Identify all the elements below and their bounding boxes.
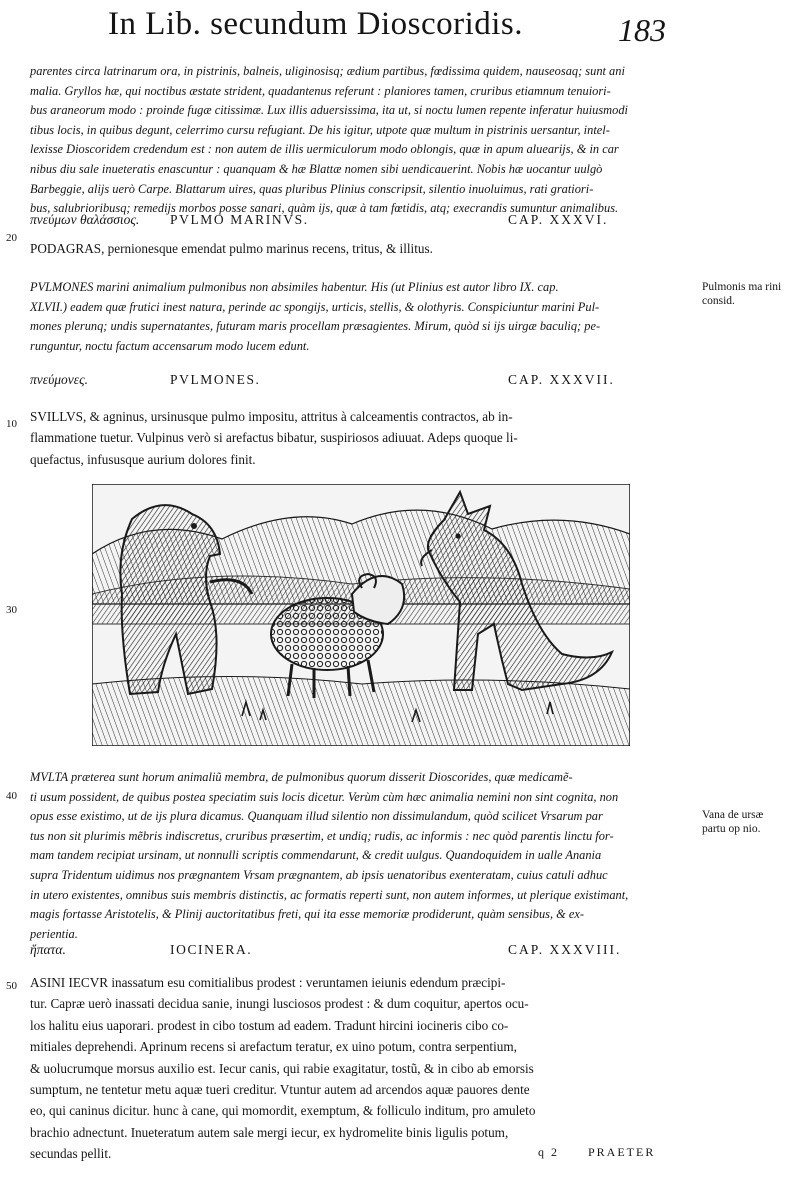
text-line: mitiales deprehendi. Aprinum recens si arefactum teratur, ex uino potum, contra serpentium, — [30, 1039, 517, 1055]
text-line: XLVII.) eadem quæ frutici inest natura, perinde ac spongijs, urticis, stellis, & olothyris. Conspiciuntur marini Pul- — [30, 299, 600, 314]
greek-title: πνεύμων θαλάσσιος. — [30, 212, 140, 227]
text-line: sumptum, ne tentetur metu aquæ tueri creditur. Vtuntur autem ad arcendos aquæ pauores dente — [30, 1082, 530, 1098]
text-line: perientia. — [30, 926, 78, 941]
greek-title: ἥπατα. — [30, 942, 66, 957]
text-line: malia. Gryllos hæ, qui noctibus æstate strident, quadantenus referunt : planiores tamen, cruribus etiamnum tenuiori- — [30, 83, 611, 98]
chapter-number: CAP. XXXVIII. — [508, 942, 622, 957]
dioscorides-text — [30, 972, 695, 1165]
line-number: 30 — [6, 604, 17, 616]
text-line: ASINI IECVR inassatum esu comitialibus prodest : veruntamen ieiunis edendum præcipi- — [30, 975, 506, 990]
line-number: 20 — [6, 232, 17, 244]
text-line: mam tandem recipiat ursinam, ut nonnulli scriptis commendarunt, & credit uulgus. Quandoquidem in ualle Anania — [30, 848, 602, 863]
latin-title: PVLMO MARINVS. — [170, 212, 309, 227]
text-line: & uolucrumque morsus auxilio est. Iecur canis, qui rabie exagitatur, tostũ, & in cibo ab emorsis — [30, 1060, 534, 1076]
text-line: MVLTA præterea sunt horum animaliũ membra, de pulmonibus quorum disserit Dioscorides, quæ medicamẽ- — [30, 770, 573, 784]
greek-title: πνεύμονες. — [30, 372, 88, 387]
chapter-number: CAP. XXXVI. — [508, 212, 609, 227]
margin-note: Pulmonis ma rini consid. — [702, 281, 782, 307]
text-line: magis fortasse Aristotelis, & Plinij auctoritatibus freti, qui ita esse memoriæ prodiderunt, quàm sensibus, & ex- — [30, 907, 585, 922]
text-line: bus, salubrioribusq; remedijs morbos posse sanari, quàm ijs, quæ à tam fœtidis, atq; execrandis sumuntur animalibus. — [30, 201, 619, 216]
text-line: quefactus, infususque aurium dolores finit. — [30, 451, 256, 467]
text-line: mones plerunq; undis supernatantes, futuram maris procellam præsagientes. Mirum, quòd si ijs uirgæ baculiq; pe- — [30, 319, 601, 334]
text-line: parentes circa latrinarum ora, in pistrinis, balneis, uliginosisq; ædium partibus, fœdissima quidem, nauseosaq; sunt ani — [30, 64, 625, 78]
catchword: PRAETER — [588, 1145, 656, 1159]
line-number: 50 — [6, 980, 17, 992]
text-line: PODAGRAS, pernionesque emendat pulmo marinus recens, tritus, & illitus. — [30, 241, 433, 256]
text-line: secundas pellit. — [30, 1146, 112, 1162]
latin-title: IOCINERA. — [170, 942, 253, 957]
commentary — [30, 278, 695, 356]
chapter-heading — [30, 942, 695, 964]
text-line: brachio adnectunt. Inueteratum autem sale mergi iecur, ex hydromelite binis ligulis potum, — [30, 1124, 509, 1140]
text-line: eo, qui caninus dicitur. hunc à cane, qui momordit, exemptum, & folliculo inditum, pro amuleto — [30, 1103, 536, 1119]
text-line: tur. Capræ uerò inassati decidua sanie, inungi lusciosos prodest : & dum coquitur, apertos ocu- — [30, 996, 529, 1012]
text-line: opus esse existimo, ut de ijs plura dicamus. Quanquam illud silentio non dissimulandum, quòd scilicet Vrsarum par — [30, 809, 603, 824]
woodcut-illustration — [92, 484, 630, 746]
text-line: tibus locis, in quibus degunt, celerrimo cursu refugiant. De his igitur, utpote quæ multum in pistrinis uersantur, intel- — [30, 122, 610, 137]
text-line: in utero existentes, omnibus suis membris distinctis, ac formatis reperti sunt, non autem informes, ut plerique existimant, — [30, 887, 629, 902]
text-line: runguntur, noctu factum accensarum modo lucem edunt. — [30, 338, 310, 353]
line-number: 10 — [6, 418, 17, 430]
woodcut-svg — [92, 484, 630, 746]
text-line: nibus diu sale inueteratis enascuntur : quanquam & hæ Blattæ nomen sibi uendicauerint. Nobis hæ uocantur uulgò — [30, 161, 603, 176]
chapter-heading — [30, 372, 695, 394]
text-line: SVILLVS, & agninus, ursinusque pulmo impositu, attritus à calceamentis contractos, ab in- — [30, 409, 513, 424]
text-line: los halitu eius uaporari. prodest in cibo tostum ad eadem. Tradunt hircini iocineris cibo co- — [30, 1017, 509, 1033]
running-head: In Lib. secundum Dioscoridis. — [108, 6, 524, 42]
margin-note: Vana de ursæ partu op nio. — [702, 809, 764, 835]
intro-commentary — [30, 62, 695, 219]
text-line: tus non sit plurimis mẽbris indiscretus, cruribus præsertim, et undiq; rudis, ac informis : nec quòd parentis linctu for- — [30, 828, 614, 843]
text-line: lexisse Dioscoridem credendum est : non autem de illis uermiculorum modo oblongis, quæ in apum aluearijs, & in car — [30, 142, 619, 157]
text-line: flammatione tuetur. Vulpinus verò si arefactus bibatur, suspiriosos adiuuat. Adeps quoque li- — [30, 430, 518, 446]
chapter-number: CAP. XXXVII. — [508, 372, 615, 387]
text-line: PVLMONES marini animalium pulmonibus non absimiles habentur. His (ut Plinius est autor libro IX. cap. — [30, 280, 559, 294]
folio-number: 183 — [618, 12, 666, 48]
text-line: bus araneorum modo : proinde fugæ citissimæ. Lux illis aduersissima, ita ut, si noctu lumen repente inferatur huiusmodi — [30, 103, 628, 118]
text-line: ti usum possident, de quibus postea speciatim suis locis dicetur. Verùm cùm hæc animalia nemini non sint cognita, non — [30, 789, 619, 804]
text-line: Barbeggie, alijs uerò Carpe. Blattarum uires, quas pluribus Plinius conscripsit, silentio inuoluimus, rati gratiori- — [30, 181, 594, 196]
dioscorides-text — [30, 238, 695, 259]
line-number: 40 — [6, 790, 17, 802]
latin-title: PVLMONES. — [170, 372, 261, 387]
chapter-heading — [30, 212, 695, 234]
page-footer — [538, 1145, 738, 1160]
ground — [92, 677, 630, 747]
text-line: supra Tridentum uidimus nos prægnantem Vrsam prægnantem, ab ipsis uenatoribus exenteratam, cuius catuli adhuc — [30, 867, 608, 882]
dioscorides-text — [30, 406, 695, 470]
signature-mark: q 2 — [538, 1145, 559, 1159]
commentary — [30, 768, 695, 944]
